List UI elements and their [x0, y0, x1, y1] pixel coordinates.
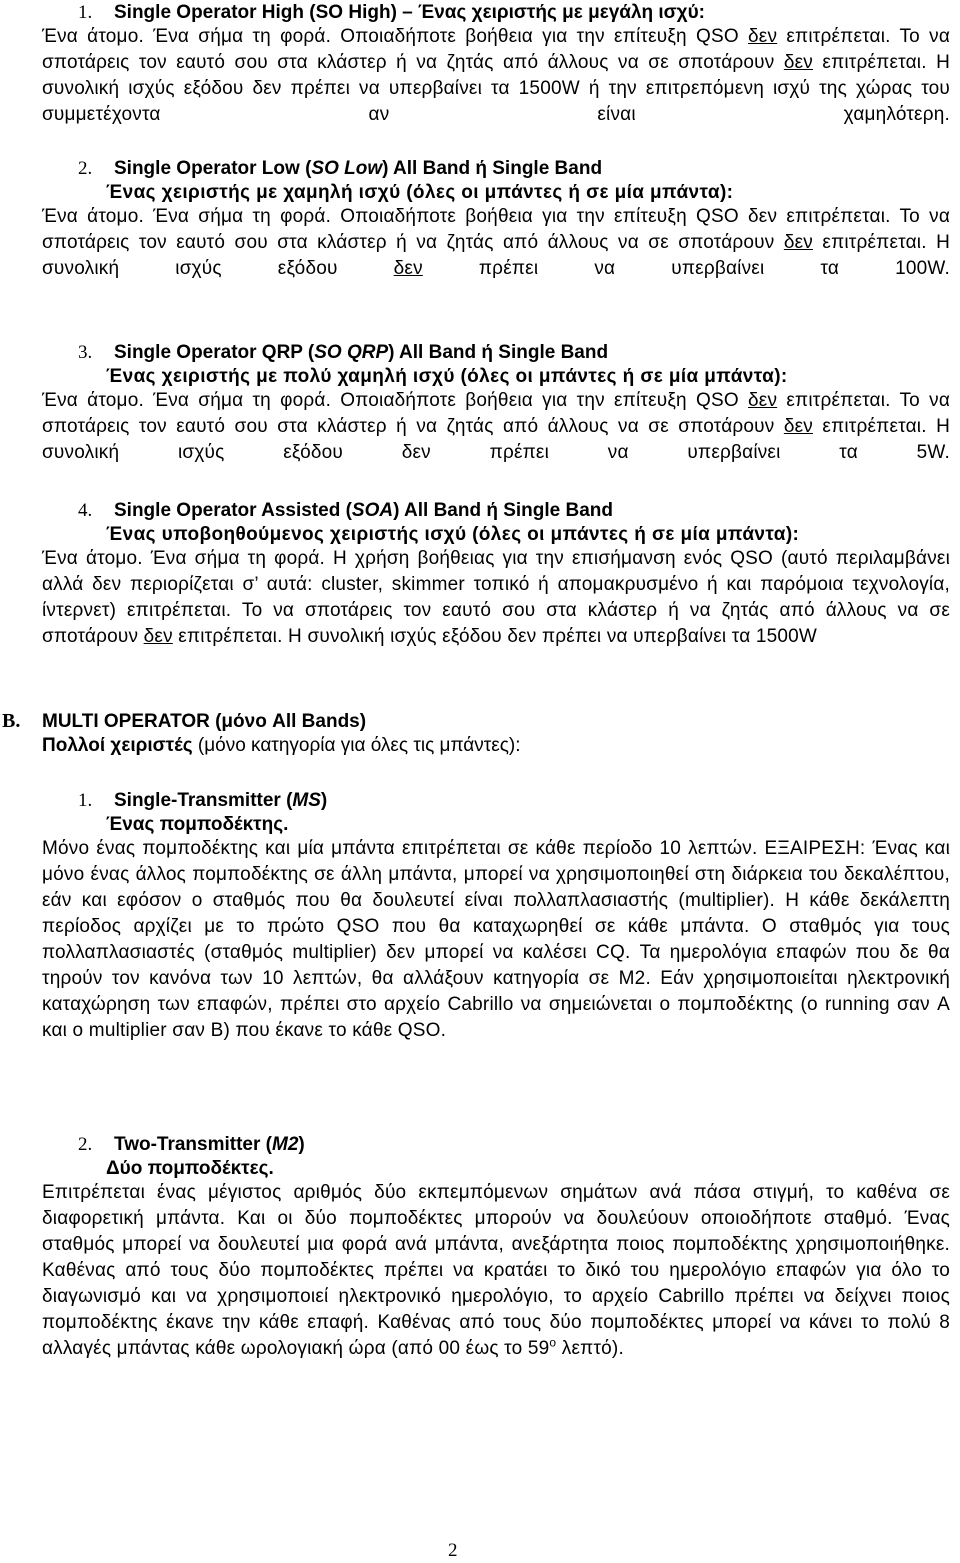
- underlined-word: δεν: [393, 258, 423, 279]
- section-multi-operator: [2, 710, 950, 757]
- item-number: 2.: [78, 158, 93, 179]
- body-text: επιτρέπεται. Το να σποτάρεις τον εαυτό σου στα κλάστερ ή να ζητάς από άλλους να σε σποτάρουν: [42, 390, 951, 437]
- body-text: Επιτρέπεται ένας μέγιστος αριθμός δύο εκπεμπόμενων σημάτων ανά πάσα στιγμή, το καθένα σε διαφορετική μπάντα. Και οι δύο πομποδέκτες μπορούν να δουλεύουν οποιοδήποτε σταθμό. Ένας σταθμός μπορεί να δουλευτεί μια φορά ανά μπάντα, ανεξάρτητα ποιος πομποδέκτης χρησιμοποιήθηκε. Καθένας από τους δύο πομποδέκτες πρέπει να κρατάει το δικό του ημερολόγιο επαφών για όλο το διαγωνισμό και να χρησιμοποιεί ηλεκτρονικό ημερολόγιο, το αρχείο Cabrillo πρέπει να δείχνει ποιος πομποδέκτης έκανε την κάθε επαφή. Καθένας από τους δύο πομποδέκτες μπορεί να κάνει το πολύ 8 αλλαγές μπάντας κάθε ωρολογιακή ώρα (από 00 έως το 59: [42, 1182, 950, 1359]
- section-body: [42, 1180, 950, 1362]
- body-text: επιτρέπεται. Το να σποτάρεις τον εαυτό σου στα κλάστερ ή να ζητάς από άλλους να σε σποτάρουν: [42, 26, 951, 73]
- section-title-row: [78, 790, 950, 812]
- underlined-word: δεν: [143, 626, 173, 647]
- item-number: 3.: [78, 342, 93, 363]
- section-body: [42, 24, 950, 128]
- section-so-low: [42, 158, 950, 282]
- page-number: 2: [448, 1540, 458, 1561]
- item-number: 1.: [78, 790, 93, 811]
- underlined-word: δεν: [748, 26, 778, 47]
- section-title: MULTI OPERATOR (μόνο All Bands): [42, 711, 367, 732]
- section-b-subtitle: [42, 735, 950, 757]
- body-text: επιτρέπεται. Η συνολική ισχύς εξόδου δεν πρέπει να υπερβαίνει τα 1500W: [172, 626, 818, 647]
- section-title-row: [78, 1134, 950, 1156]
- underlined-word: δεν: [783, 232, 813, 253]
- body-text: Ένα άτομο. Ένα σήμα τη φορά. Η χρήση βοήθειας για την επισήμανση ενός QSO (αυτό περιλαμβάνει αλλά δεν περιορίζεται σ’ αυτά: cluster, skimmer τοπικό ή απομακρυσμένο ή και παρόμοια τεχνολογία, ίντερνετ) επιτρέπεται. Το να σποτάρεις τον εαυτό σου στα κλάστερ ή να ζητάς από άλλους να σε σποτάρουν: [42, 548, 950, 647]
- item-number: 1.: [78, 2, 93, 23]
- body-text: επιτρέπεται. Η συνολική ισχύς εξόδου: [42, 232, 950, 279]
- item-number: 2.: [78, 1134, 93, 1155]
- body-text: Ένα άτομο. Ένα σήμα τη φορά. Οποιαδήποτε βοήθεια για την επίτευξη QSO: [42, 390, 749, 411]
- section-so-high: [42, 2, 950, 128]
- section-title-row: [78, 342, 950, 364]
- section-letter: B.: [2, 710, 21, 732]
- body-text: πρέπει να υπερβαίνει τα 100W.: [422, 258, 950, 279]
- section-b-title-row: [2, 710, 950, 733]
- body-text: Ένα άτομο. Ένα σήμα τη φορά. Οποιαδήποτε βοήθεια για την επίτευξη QSO: [42, 26, 749, 47]
- section-title-row: [78, 158, 950, 180]
- subtitle-bold: Πολλοί χειριστές: [42, 735, 193, 756]
- section-body: [42, 204, 950, 282]
- section-body: [42, 546, 950, 650]
- section-subtitle: Ένας χειριστής με πολύ χαμηλή ισχύ (όλες οι μπάντες ή σε μία μπάντα):: [106, 366, 788, 387]
- body-text: επιτρέπεται. Η συνολική ισχύς εξόδου δεν πρέπει να υπερβαίνει τα 5W.: [42, 416, 950, 463]
- section-title: Two-Transmitter (M2): [114, 1134, 305, 1155]
- section-soa: [42, 500, 950, 650]
- section-title: Single-Transmitter (MS): [114, 790, 328, 811]
- section-title: Single Operator QRP (SO QRP) All Band ή Single Band: [114, 342, 609, 363]
- body-text: λεπτό).: [556, 1338, 624, 1359]
- body-text: επιτρέπεται. Η συνολική ισχύς εξόδου δεν πρέπει να υπερβαίνει τα 1500W ή την επιτρεπόμενη ισχύ της χώρας του συμμετέχοντα αν είναι χαμηλότερη.: [42, 52, 950, 125]
- underlined-word: δεν: [783, 52, 813, 73]
- section-title-row: [78, 2, 950, 24]
- underlined-word: δεν: [748, 390, 778, 411]
- body-text: Ένα άτομο. Ένα σήμα τη φορά. Οποιαδήποτε βοήθεια για την επίτευξη QSO δεν επιτρέπεται. Το να σποτάρεις τον εαυτό σου στα κλάστερ ή να ζητάς από άλλους να σε σποτάρουν: [42, 206, 950, 253]
- section-single-transmitter: [42, 790, 950, 1044]
- section-subtitle: Ένας πομποδέκτης.: [106, 814, 289, 835]
- section-title: Single Operator Low (SO Low) All Band ή Single Band: [114, 158, 603, 179]
- section-title: Single Operator High (SO High) – Ένας χειριστής με μεγάλη ισχύ:: [114, 2, 706, 23]
- section-so-qrp: [42, 342, 950, 466]
- underlined-word: δεν: [783, 416, 813, 437]
- section-subtitle: Ένας υποβοηθούμενος χειριστής ισχύ (όλες οι μπάντες ή σε μία μπάντα):: [106, 524, 800, 545]
- section-body: Μόνο ένας πομποδέκτης και μία μπάντα επιτρέπεται σε κάθε περίοδο 10 λεπτών. ΕΞΑΙΡΕΣΗ: Ένας και μόνο ένας άλλος πομποδέκτης σε άλλη μπάντα, μπορεί να χρησιμοποιηθεί στη διάρκεια του δεκαλέπτου, εάν και εφόσον ο σταθμός που θα δουλευτεί είναι πολλαπλασιαστής (multiplier). Η κάθε δεκάλεπτη περίοδος αρχίζει με το πρώτο QSO που θα καταχωρηθεί σε κάθε μπάντα. Ο σταθμός για τους πολλαπλασιαστές (σταθμός multiplier) δεν μπορεί να καλέσει CQ. Τα ημερολόγια επαφών που δε θα τηρούν τον κανόνα των 10 λεπτών, θα αλλάξουν κατηγορία σε M2. Εάν χρησιμοποιείται ηλεκτρονική καταχώρηση των επαφών, πρέπει στο αρχείο Cabrillo να σημειώνεται ο πομποδέκτης (ο running σαν A και ο multiplier σαν B) που έκανε το κάθε QSO.: [42, 838, 950, 1041]
- section-body: [42, 388, 950, 466]
- section-subtitle: Δύο πομποδέκτες.: [106, 1158, 274, 1179]
- section-two-transmitter: [42, 1134, 950, 1362]
- subtitle-rest: (μόνο κατηγορία για όλες τις μπάντες):: [192, 735, 521, 756]
- section-title-row: [78, 500, 950, 522]
- item-number: 4.: [78, 500, 93, 521]
- section-subtitle: Ένας χειριστής με χαμηλή ισχύ (όλες οι μπάντες ή σε μία μπάντα):: [106, 182, 734, 203]
- section-title: Single Operator Assisted (SOA) All Band ή Single Band: [114, 500, 614, 521]
- superscript: ο: [549, 1335, 557, 1350]
